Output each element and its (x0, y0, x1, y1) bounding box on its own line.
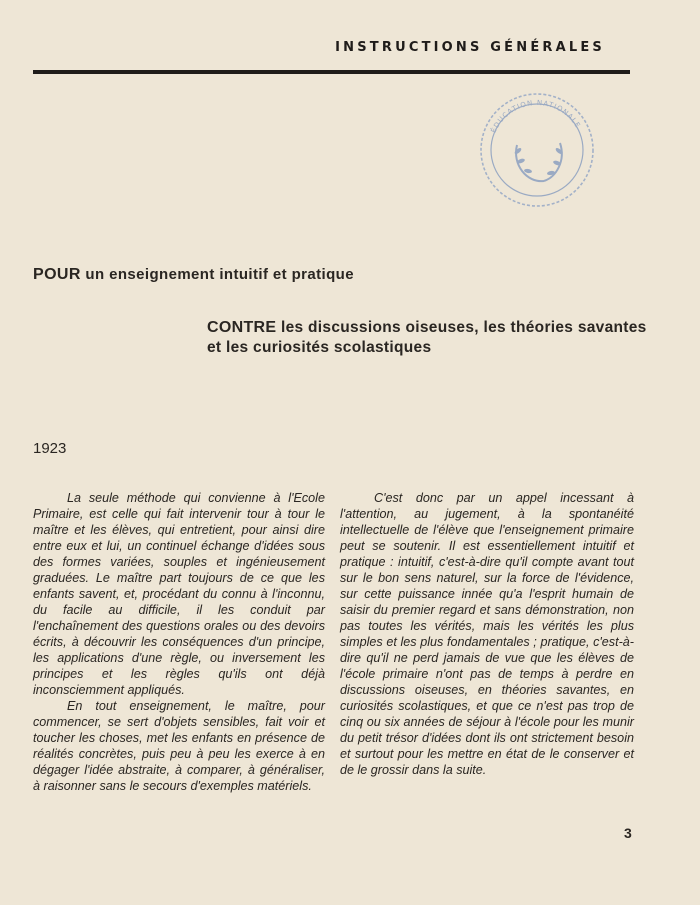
left-column (33, 490, 325, 794)
library-stamp (472, 85, 602, 210)
right-paragraph-1: C'est donc par un appel incessant à l'attention, au jugement, à la spontanéité intellectuelle de l'élève que l'enseignement primaire peut se soutenir. Il est essentiellement intuitif et pratique : intuitif, c'est-à-dire qu'il compte avant tout sur le bon sens naturel, sur la force de l'évidence, sur cette puissance innée qu'a l'esprit humain de saisir du premier regard et sans démonstration, non pas toutes les vérités, mais les vérités les plus simples et les plus fondamentales ; pratique, c'est-à-dire qu'il ne perd jamais de vue que les élèves de l'école primaire n'ont pas de temps à perdre en discussions oiseuses, en théories savantes, en curiosités scolastiques, et que ce n'est pas trop de cinq ou six années de séjour à l'école pour les munir du petit trésor d'idées dont ils ont strictement besoin et surtout pour les mettre en état de le conserver et de le grossir dans la suite. (340, 491, 634, 777)
contre-heading (207, 318, 647, 358)
left-paragraph-1: La seule méthode qui convienne à l'Ecole Primaire, est celle qui fait intervenir tour à tour le maître et les élèves, qui entretient, pour ainsi dire entre eux et lui, un continuel échange d'idées sous des formes variées, souples et ingénieusement graduées. Le maître part toujours de ce que les enfants savent, et, procédant du connu à l'inconnu, du facile au difficile, il les conduit par l'enchaînement des questions orales ou des devoirs écrits, à découvrir les conséquences d'un principe, les applications d'une règle, ou inversement les principes et les règles qu'ils ont déjà inconsciemment appliqués. (33, 491, 325, 697)
pour-lead: POUR (33, 266, 81, 283)
pour-heading (33, 266, 354, 284)
svg-text:ÉDUCATION NATIONALE: ÉDUCATION NATIONALE (489, 98, 582, 135)
header-rule (33, 70, 630, 74)
section-header: INSTRUCTIONS GÉNÉRALES (335, 40, 605, 55)
pour-text: un enseignement intuitif et pratique (85, 266, 354, 283)
page-number: 3 (624, 825, 632, 841)
left-paragraph-2: En tout enseignement, le maître, pour commencer, se sert d'objets sensibles, fait voir et toucher les choses, met les enfants en présence de réalités concrètes, puis peu à peu les exerce à en dégager l'idée abstraite, à comparer, à généraliser, à raisonner sans le secours d'exemples matériels. (33, 699, 325, 793)
year-label: 1923 (33, 440, 67, 457)
contre-text: les discussions oiseuses, les théories savantes et les curiosités scolastiques (207, 319, 647, 356)
contre-lead: CONTRE (207, 319, 277, 336)
right-column (340, 490, 634, 778)
